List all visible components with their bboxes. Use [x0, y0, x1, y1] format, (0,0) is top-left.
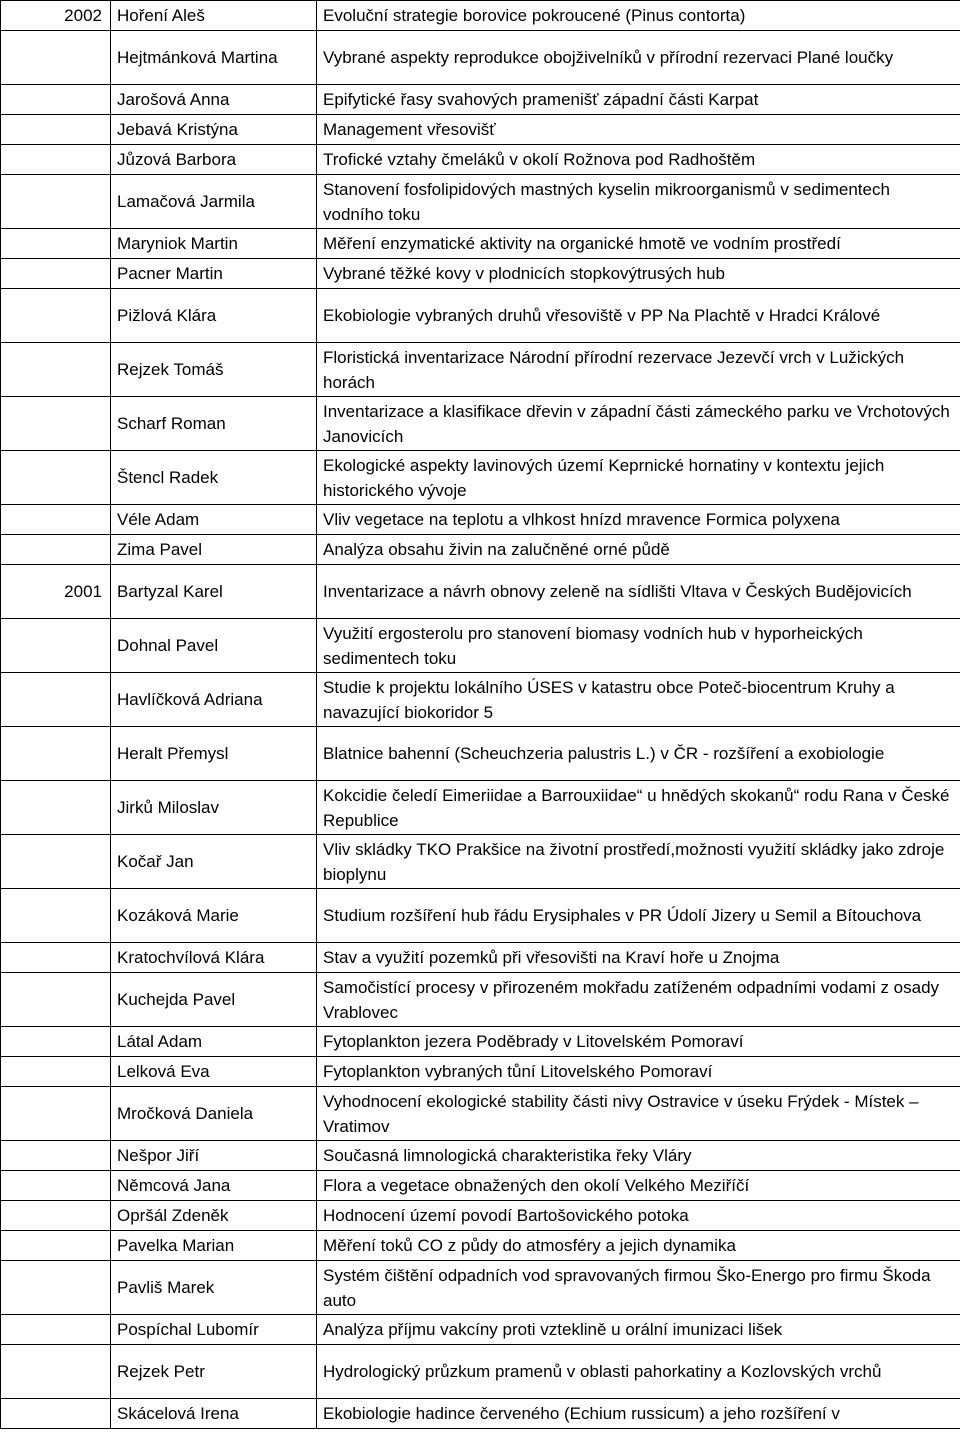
- year-cell: [1, 229, 111, 259]
- author-cell: Dohnal Pavel: [111, 619, 317, 673]
- table-row: [1, 1261, 960, 1315]
- author-cell: Pospíchal Lubomír: [111, 1315, 317, 1345]
- thesis-title-cell: Vliv vegetace na teplotu a vlhkost hnízd mravence Formica polyxena: [317, 505, 960, 535]
- table-row: [1, 1, 960, 31]
- author-cell: Kočař Jan: [111, 835, 317, 889]
- author-cell: Lelková Eva: [111, 1057, 317, 1087]
- thesis-title-cell: Ekobiologie vybraných druhů vřesoviště v PP Na Plachtě v Hradci Králové: [317, 289, 960, 343]
- thesis-title-cell: Trofické vztahy čmeláků v okolí Rožnova pod Radhoštěm: [317, 145, 960, 175]
- table-row: [1, 1201, 960, 1231]
- table-row: [1, 85, 960, 115]
- author-cell: Štencl Radek: [111, 451, 317, 505]
- table-row: [1, 115, 960, 145]
- author-cell: Lamačová Jarmila: [111, 175, 317, 229]
- table-row: [1, 1315, 960, 1345]
- table-row: [1, 1345, 960, 1399]
- thesis-title-cell: Inventarizace a klasifikace dřevin v západní části zámeckého parku ve Vrchotových Janovicích: [317, 397, 960, 451]
- year-cell: [1, 343, 111, 397]
- table-row: [1, 229, 960, 259]
- author-cell: Rejzek Tomáš: [111, 343, 317, 397]
- table-row: [1, 781, 960, 835]
- thesis-title-cell: Kokcidie čeledí Eimeriidae a Barrouxiidae“ u hnědých skokanů“ rodu Rana v České Republice: [317, 781, 960, 835]
- table-row: [1, 289, 960, 343]
- year-cell: 2002: [1, 1, 111, 31]
- thesis-title-cell: Stanovení fosfolipidových mastných kyselin mikroorganismů v sedimentech vodního toku: [317, 175, 960, 229]
- thesis-title-cell: Epifytické řasy svahových pramenišť západní části Karpat: [317, 85, 960, 115]
- author-cell: Rejzek Petr: [111, 1345, 317, 1399]
- author-cell: Jebavá Kristýna: [111, 115, 317, 145]
- thesis-table-body: [1, 1, 960, 1429]
- author-cell: Němcová Jana: [111, 1171, 317, 1201]
- author-cell: Hejtmánková Martina: [111, 31, 317, 85]
- thesis-title-cell: Vyhodnocení ekologické stability části nivy Ostravice v úseku Frýdek - Místek – Vratimov: [317, 1087, 960, 1141]
- year-cell: [1, 1201, 111, 1231]
- table-row: [1, 397, 960, 451]
- thesis-title-cell: Studie k projektu lokálního ÚSES v katastru obce Poteč-biocentrum Kruhy a navazující biokoridor 5: [317, 673, 960, 727]
- table-row: [1, 535, 960, 565]
- thesis-title-cell: Vybrané aspekty reprodukce obojživelníků v přírodní rezervaci Plané loučky: [317, 31, 960, 85]
- table-row: [1, 259, 960, 289]
- author-cell: Jůzová Barbora: [111, 145, 317, 175]
- thesis-title-cell: Floristická inventarizace Národní přírodní rezervace Jezevčí vrch v Lužických horách: [317, 343, 960, 397]
- table-row: [1, 1057, 960, 1087]
- author-cell: Bartyzal Karel: [111, 565, 317, 619]
- author-cell: Mročková Daniela: [111, 1087, 317, 1141]
- table-row: [1, 1027, 960, 1057]
- thesis-title-cell: Systém čištění odpadních vod spravovaných firmou Ško-Energo pro firmu Škoda auto: [317, 1261, 960, 1315]
- table-row: [1, 31, 960, 85]
- year-cell: [1, 1231, 111, 1261]
- table-row: [1, 565, 960, 619]
- table-row: [1, 1231, 960, 1261]
- table-row: [1, 145, 960, 175]
- year-cell: [1, 1345, 111, 1399]
- table-row: [1, 943, 960, 973]
- thesis-title-cell: Blatnice bahenní (Scheuchzeria palustris L.) v ČR - rozšíření a exobiologie: [317, 727, 960, 781]
- author-cell: Heralt Přemysl: [111, 727, 317, 781]
- author-cell: Skácelová Irena: [111, 1399, 317, 1429]
- table-row: [1, 973, 960, 1027]
- year-cell: 2001: [1, 565, 111, 619]
- table-row: [1, 175, 960, 229]
- year-cell: [1, 175, 111, 229]
- year-cell: [1, 1087, 111, 1141]
- year-cell: [1, 115, 111, 145]
- table-row: [1, 451, 960, 505]
- thesis-title-cell: Analýza obsahu živin na zalučněné orné půdě: [317, 535, 960, 565]
- year-cell: [1, 1399, 111, 1429]
- table-row: [1, 1171, 960, 1201]
- thesis-title-cell: Analýza příjmu vakcíny proti vzteklině u orální imunizaci lišek: [317, 1315, 960, 1345]
- table-row: [1, 673, 960, 727]
- year-cell: [1, 85, 111, 115]
- thesis-title-cell: Flora a vegetace obnažených den okolí Velkého Meziříčí: [317, 1171, 960, 1201]
- year-cell: [1, 943, 111, 973]
- thesis-title-cell: Současná limnologická charakteristika řeky Vláry: [317, 1141, 960, 1171]
- year-cell: [1, 835, 111, 889]
- year-cell: [1, 451, 111, 505]
- author-cell: Pavelka Marian: [111, 1231, 317, 1261]
- year-cell: [1, 673, 111, 727]
- thesis-title-cell: Využití ergosterolu pro stanovení biomasy vodních hub v hyporheických sedimentech toku: [317, 619, 960, 673]
- thesis-title-cell: Management vřesovišť: [317, 115, 960, 145]
- year-cell: [1, 1141, 111, 1171]
- author-cell: Kozáková Marie: [111, 889, 317, 943]
- author-cell: Opršál Zdeněk: [111, 1201, 317, 1231]
- year-cell: [1, 259, 111, 289]
- year-cell: [1, 1261, 111, 1315]
- author-cell: Kuchejda Pavel: [111, 973, 317, 1027]
- thesis-title-cell: Inventarizace a návrh obnovy zeleně na sídlišti Vltava v Českých Budějovicích: [317, 565, 960, 619]
- author-cell: Kratochvílová Klára: [111, 943, 317, 973]
- thesis-title-cell: Hydrologický průzkum pramenů v oblasti pahorkatiny a Kozlovských vrchů: [317, 1345, 960, 1399]
- year-cell: [1, 1315, 111, 1345]
- thesis-title-cell: Fytoplankton vybraných tůní Litovelského Pomoraví: [317, 1057, 960, 1087]
- author-cell: Nešpor Jiří: [111, 1141, 317, 1171]
- author-cell: Zima Pavel: [111, 535, 317, 565]
- author-cell: Scharf Roman: [111, 397, 317, 451]
- author-cell: Jirků Miloslav: [111, 781, 317, 835]
- author-cell: Maryniok Martin: [111, 229, 317, 259]
- year-cell: [1, 1171, 111, 1201]
- year-cell: [1, 397, 111, 451]
- thesis-title-cell: Fytoplankton jezera Poděbrady v Litovelském Pomoraví: [317, 1027, 960, 1057]
- thesis-title-cell: Měření toků CO z půdy do atmosféry a jejich dynamika: [317, 1231, 960, 1261]
- table-row: [1, 1141, 960, 1171]
- author-cell: Látal Adam: [111, 1027, 317, 1057]
- table-row: [1, 619, 960, 673]
- year-cell: [1, 781, 111, 835]
- author-cell: Pižlová Klára: [111, 289, 317, 343]
- thesis-title-cell: Měření enzymatické aktivity na organické hmotě ve vodním prostředí: [317, 229, 960, 259]
- thesis-title-cell: Ekologické aspekty lavinových území Keprnické hornatiny v kontextu jejich historického vývoje: [317, 451, 960, 505]
- year-cell: [1, 619, 111, 673]
- thesis-title-cell: Ekobiologie hadince červeného (Echium russicum) a jeho rozšíření v: [317, 1399, 960, 1429]
- year-cell: [1, 889, 111, 943]
- year-cell: [1, 973, 111, 1027]
- table-row: [1, 889, 960, 943]
- year-cell: [1, 145, 111, 175]
- thesis-title-cell: Hodnocení území povodí Bartošovického potoka: [317, 1201, 960, 1231]
- year-cell: [1, 505, 111, 535]
- author-cell: Pavliš Marek: [111, 1261, 317, 1315]
- table-row: [1, 835, 960, 889]
- thesis-title-cell: Vliv skládky TKO Prakšice na životní prostředí,možnosti využití skládky jako zdroje bioplynu: [317, 835, 960, 889]
- table-row: [1, 343, 960, 397]
- table-row: [1, 727, 960, 781]
- thesis-title-cell: Stav a využití pozemků při vřesovišti na Kraví hoře u Znojma: [317, 943, 960, 973]
- year-cell: [1, 727, 111, 781]
- author-cell: Hoření Aleš: [111, 1, 317, 31]
- year-cell: [1, 1027, 111, 1057]
- table-row: [1, 1399, 960, 1429]
- year-cell: [1, 289, 111, 343]
- author-cell: Véle Adam: [111, 505, 317, 535]
- year-cell: [1, 31, 111, 85]
- table-row: [1, 1087, 960, 1141]
- thesis-title-cell: Samočistící procesy v přirozeném mokřadu zatíženém odpadními vodami z osady Vrablovec: [317, 973, 960, 1027]
- thesis-title-cell: Vybrané těžké kovy v plodnicích stopkovýtrusých hub: [317, 259, 960, 289]
- year-cell: [1, 1057, 111, 1087]
- author-cell: Jarošová Anna: [111, 85, 317, 115]
- author-cell: Havlíčková Adriana: [111, 673, 317, 727]
- author-cell: Pacner Martin: [111, 259, 317, 289]
- table-row: [1, 505, 960, 535]
- thesis-title-cell: Evoluční strategie borovice pokroucené (Pinus contorta): [317, 1, 960, 31]
- thesis-title-cell: Studium rozšíření hub řádu Erysiphales v PR Údolí Jizery u Semil a Bítouchova: [317, 889, 960, 943]
- year-cell: [1, 535, 111, 565]
